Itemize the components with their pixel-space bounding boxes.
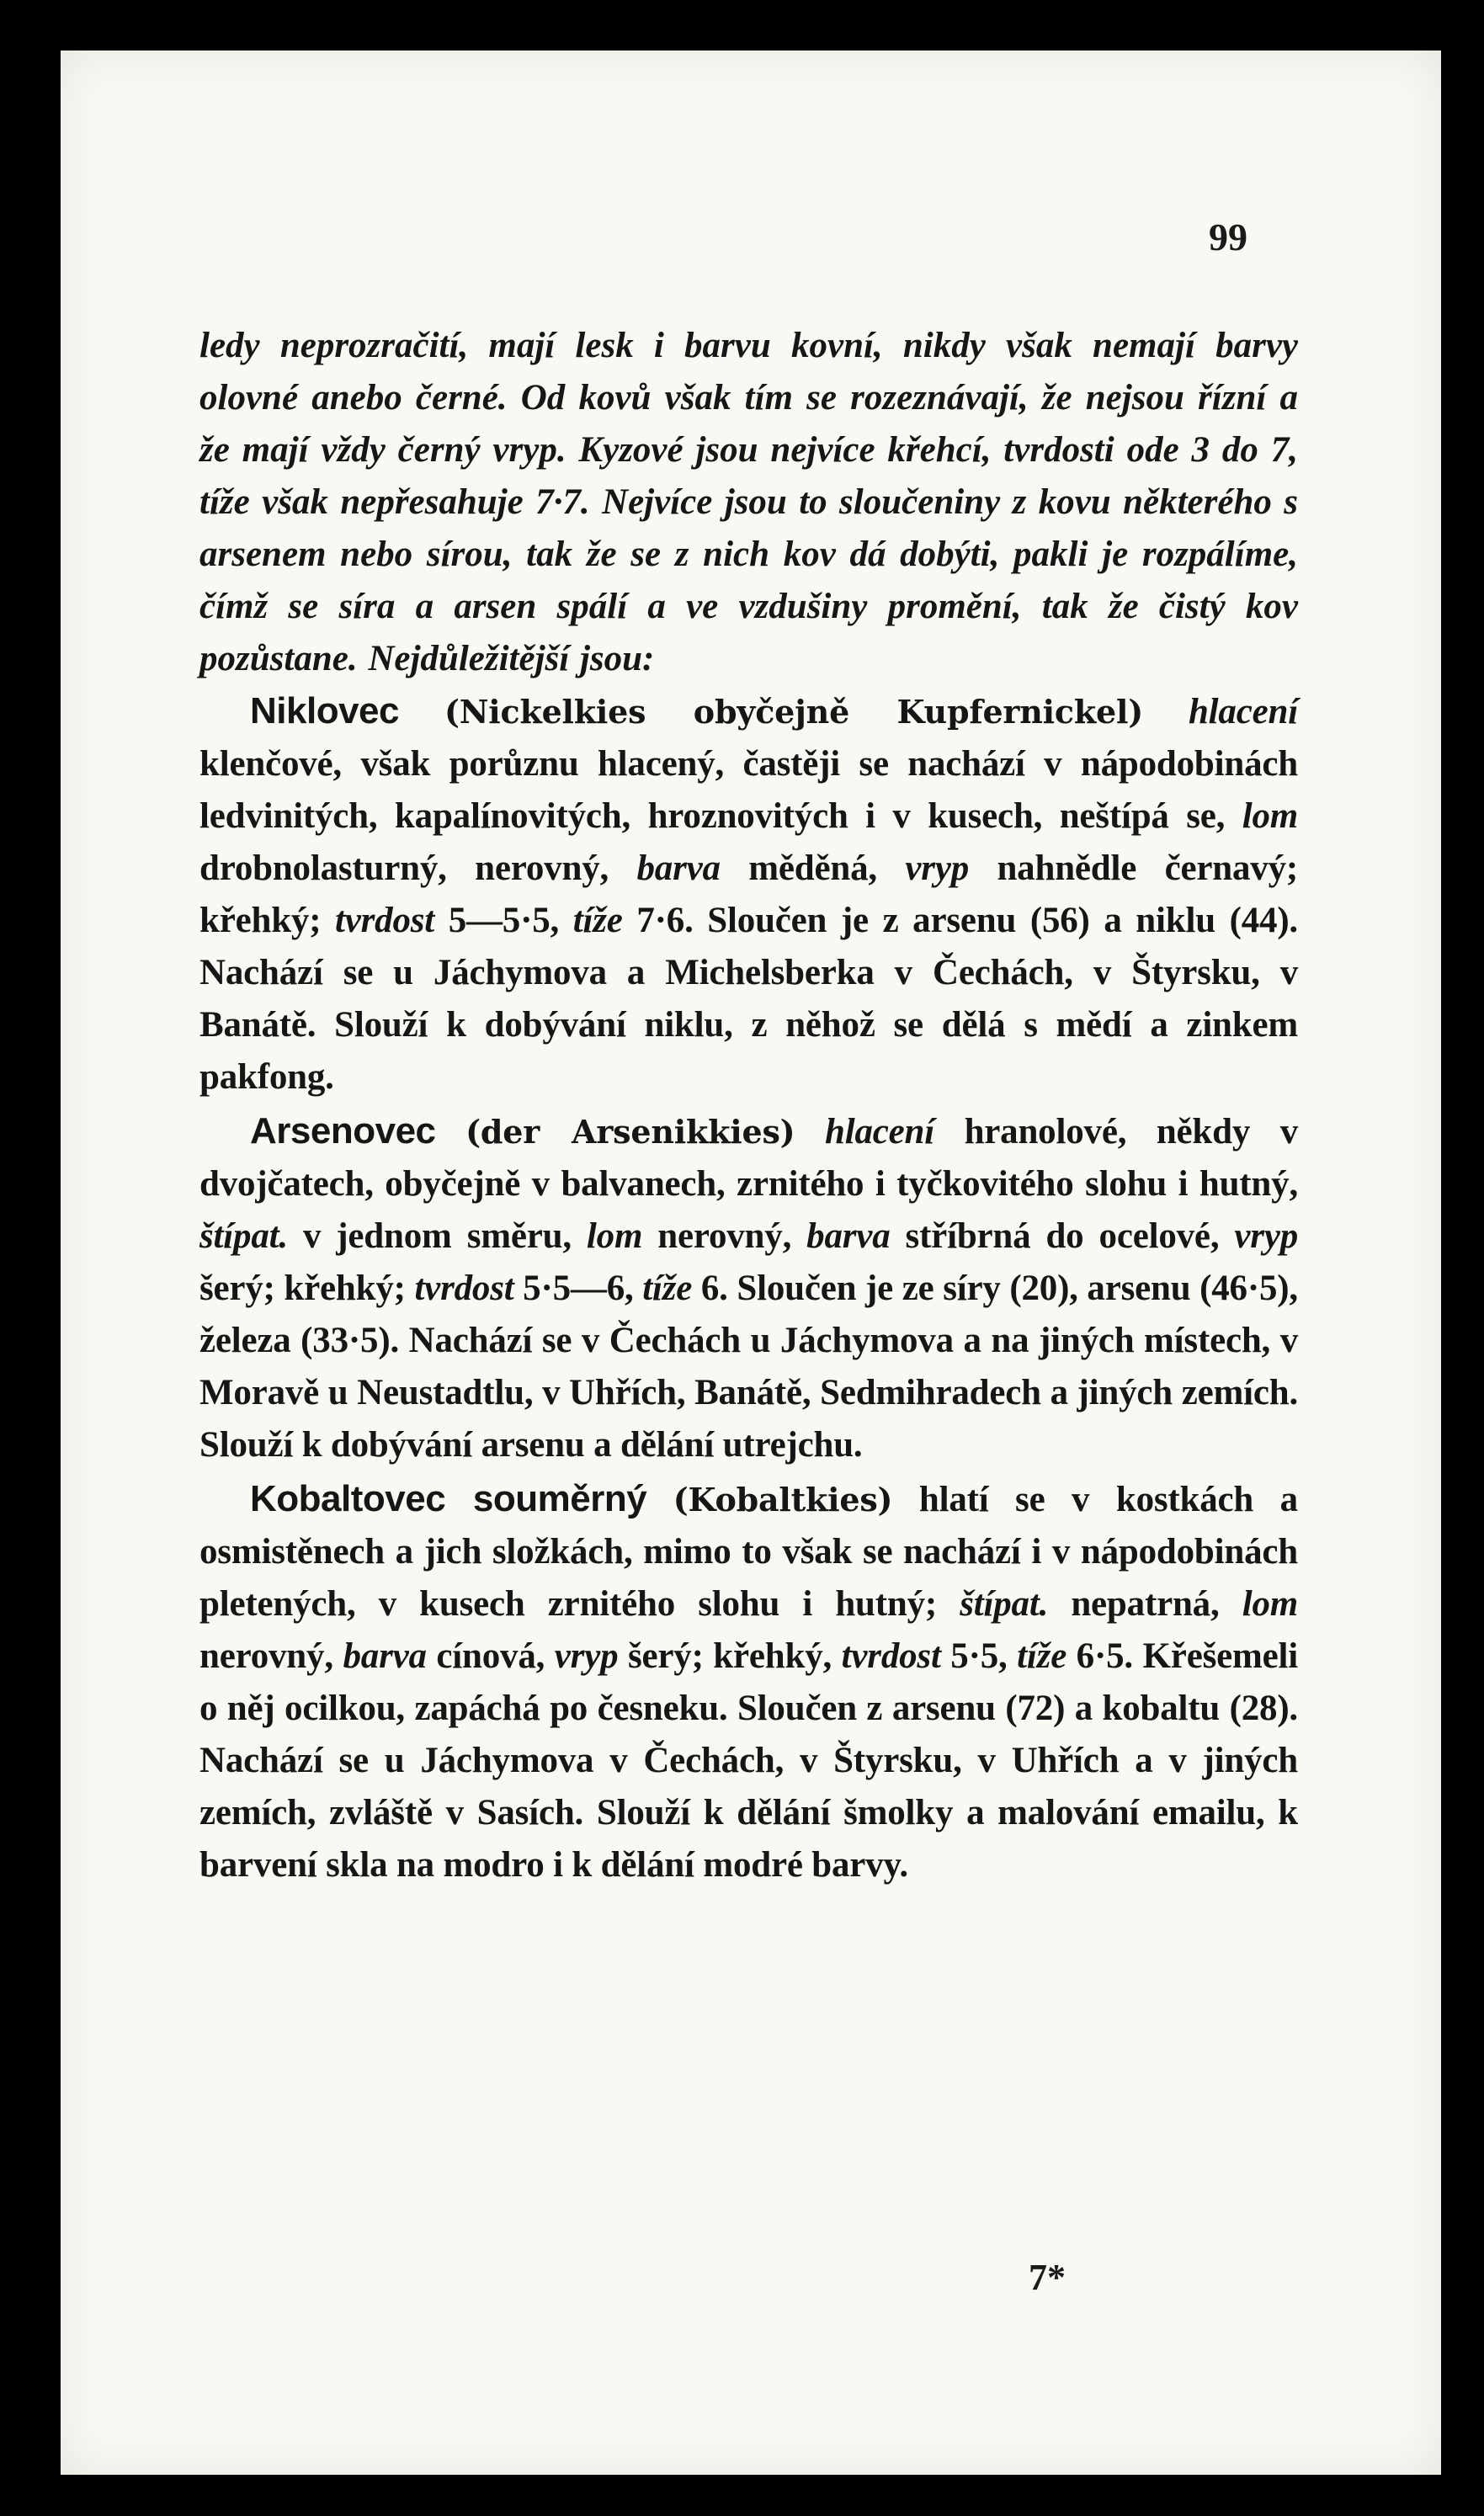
body-text: [795, 1112, 825, 1152]
entry-body: [199, 692, 1298, 1097]
body-text: 5·5—6,: [513, 1269, 643, 1308]
property-label: barva: [343, 1636, 427, 1676]
page-number: 99: [1209, 215, 1247, 258]
property-label: barva: [806, 1216, 891, 1256]
mineral-name: Kobaltovec souměrný: [250, 1478, 647, 1519]
property-label: tíže: [1017, 1636, 1067, 1676]
property-label: lom: [1242, 1584, 1298, 1624]
body-text: 6·5. Křešemeli o něj ocilkou, zapáchá po česneku. Sloučen z arsenu (72) a kobaltu (28). Nachází se u Jáchymova v Čechách, v Štyrsku, v Uhřích a v jiných zemích, zvláště v Sasích. Slouží k dělání šmolky a malování emailu, k barvení skla na modro i k dělání modré barvy.: [199, 1636, 1298, 1885]
entry-arsenovec: [199, 1105, 1298, 1471]
body-text: 5·5,: [940, 1636, 1018, 1676]
property-label: štípat.: [960, 1584, 1049, 1624]
entry-body: [199, 1112, 1298, 1465]
body-text: nahnědle černavý; křehký;: [199, 848, 1298, 940]
book-page: [61, 51, 1441, 2475]
german-name: (Kobaltkies): [673, 1481, 893, 1519]
body-text: nerovný,: [642, 1216, 807, 1256]
body-text: 5—5·5,: [434, 901, 573, 940]
property-label: tíže: [572, 901, 623, 940]
body-text: cínová,: [426, 1636, 555, 1676]
body-text: nepatrná,: [1048, 1584, 1242, 1624]
property-label: tvrdost: [335, 901, 435, 940]
property-label: lom: [1242, 796, 1298, 836]
property-label: vryp: [554, 1636, 619, 1676]
property-label: hlacení: [1188, 692, 1298, 731]
entry-kobaltovec: [199, 1473, 1298, 1891]
body-text: v jednom směru,: [287, 1216, 587, 1256]
mineral-name: Arsenovec: [250, 1110, 436, 1152]
property-label: štípat.: [199, 1216, 288, 1256]
body-text: hlatí se v kostkách a osmistěnech a jich složkách, mimo to však se nachází i v nápodobinách pletených, v kusech zrnitého slohu i hutný;: [199, 1480, 1298, 1624]
signature-mark: 7*: [1029, 2257, 1066, 2298]
body-text: 6. Sloučen je ze síry (20), arsenu (46·5), železa (33·5). Nachází se v Čechách u Jáchymova a na jiných místech, v Moravě u Neustadtlu, v Uhřích, Banátě, Sedmihradech a jiných zemích. Slouží k dobývání arsenu a dělání utrejchu.: [199, 1269, 1298, 1465]
body-text: klenčové, však porůznu hlacený, častěji se nachází v nápodobinách ledvinitých, kapalínovitých, hroznovitých i v kusech, neštípá se,: [199, 744, 1298, 836]
body-text: [1143, 692, 1189, 731]
intro-paragraph: ledy neprozračití, mají lesk i barvu kovní, nikdy však nemají barvy olovné anebo černé. Od kovů však tím se rozeznávají, že nejsou řízní a že mají vždy černý vryp. Kyzové jsou nejvíce křehcí, tvrdosti ode 3 do 7, tíže však nepřesahuje 7·7. Nejvíce jsou to sloučeniny z kovu některého s arsenem nebo sírou, tak že se z nich kov dá dobýti, pakli je rozpálíme, čímž se síra a arsen spálí a ve vzdušiny promění, tak že čistý kov pozůstane. Nejdůležitější jsou:: [199, 326, 1298, 678]
property-label: vryp: [1234, 1216, 1299, 1256]
body-text: měděná,: [720, 848, 906, 888]
body-text: šerý; křehký,: [618, 1636, 842, 1676]
body-text: šerý; křehký;: [199, 1269, 415, 1308]
german-name: (Nickelkies obyčejně Kupfernickel): [444, 693, 1143, 731]
property-label: tvrdost: [841, 1636, 941, 1676]
property-label: hlacení: [825, 1112, 935, 1152]
mineral-name: Niklovec: [250, 690, 399, 731]
property-label: barva: [636, 848, 721, 888]
body-text: 7·6. Sloučen je z arsenu (56) a niklu (44). Nachází se u Jáchymova a Michelsberka v Čechách, v Štyrsku, v Banátě. Slouží k dobývání niklu, z něhož se dělá s mědí a zinkem pakfong.: [199, 901, 1298, 1097]
body-text: stříbrná do ocelové,: [890, 1216, 1235, 1256]
body-text: nerovný,: [199, 1636, 343, 1676]
body-text: hranolové, někdy v dvojčatech, obyčejně v balvanech, zrnitého i tyčkovitého slohu i hutný,: [199, 1112, 1298, 1204]
property-label: lom: [586, 1216, 643, 1256]
german-name: (der Arsenikkies): [465, 1113, 795, 1151]
page-text: [199, 320, 1298, 1891]
entry-body: [199, 1480, 1298, 1885]
body-text: drobnolasturný, nerovný,: [199, 848, 637, 888]
property-label: tíže: [642, 1269, 693, 1308]
property-label: tvrdost: [414, 1269, 514, 1308]
property-label: vryp: [905, 848, 970, 888]
entry-niklovec: [199, 685, 1298, 1104]
